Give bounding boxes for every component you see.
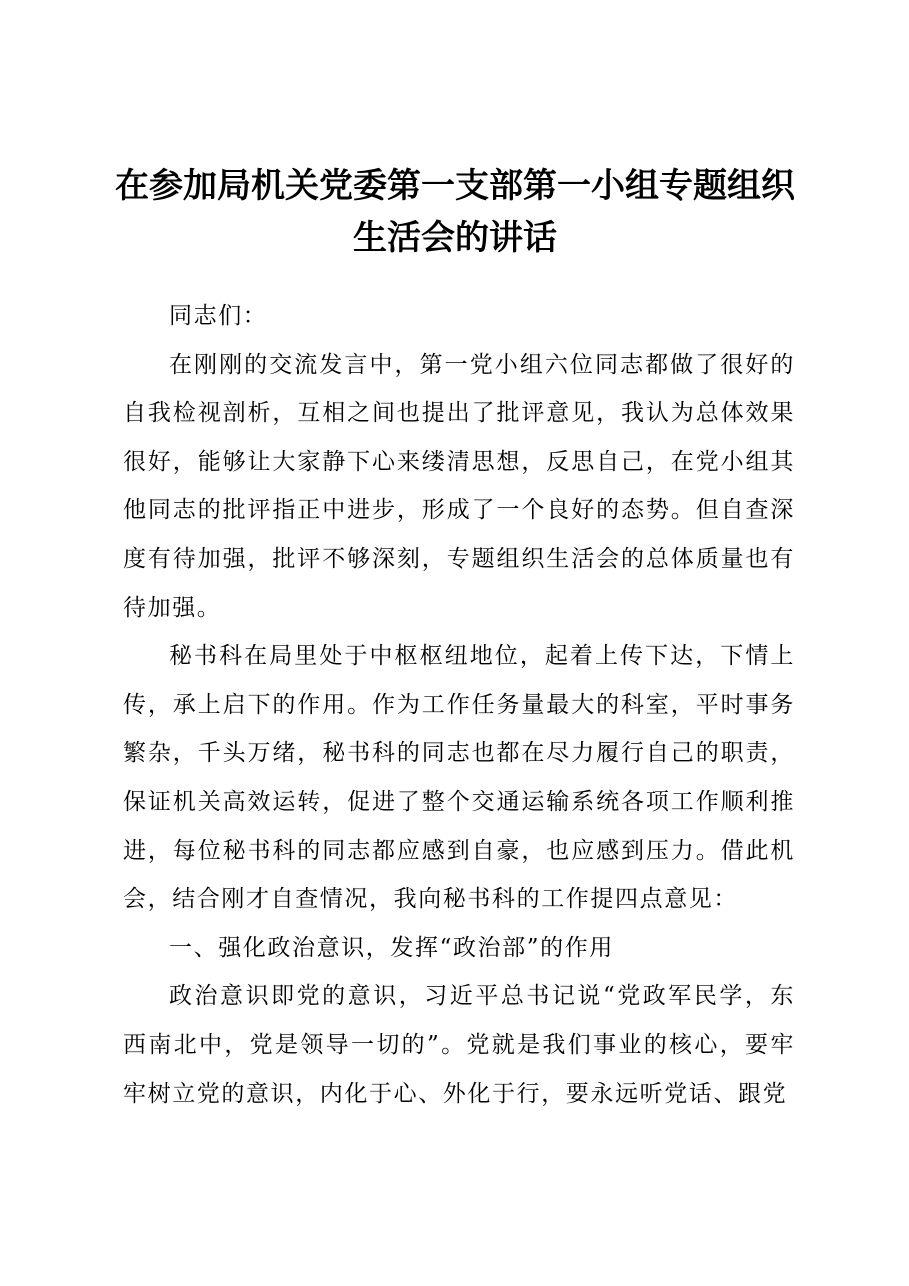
body-paragraph: 在刚刚的交流发言中，第一党小组六位同志都做了很好的自我检视剖析，互相之间也提出了批评意见，我认为总体效果很好，能够让大家静下心来缕清思想，反思自己，在党小组其他同志的批评指正中进步，形成了一个良好的态势。但自查深度有待加强，批评不够深刻，专题组织生活会的总体质量也有待加强。 [123, 351, 795, 621]
salutation: 同志们： [169, 303, 268, 329]
body-paragraph: 政治意识即党的意识，习近平总书记说“党政军民学，东西南北中，党是领导一切的”。党就是我们事业的核心，要牢牢树立党的意识，内化于心、外化于行，要永远听党话、跟党 [123, 983, 795, 1107]
document-body [123, 292, 795, 1118]
body-paragraph: 秘书科在局里处于中枢枢纽地位，起着上传下达，下情上传，承上启下的作用。作为工作任务量最大的科室，平时事务繁杂，千头万绪，秘书科的同志也都在尽力履行自己的职责，保证机关高效运转，促进了整个交通运输系统各项工作顺利推进，每位秘书科的同志都应感到自豪，也应感到压力。借此机会，结合刚才自查情况，我向秘书科的工作提四点意见： [123, 643, 795, 913]
document-title-line-1: 在参加局机关党委第一支部第一小组专题组织 [115, 166, 795, 206]
document-title-line-2: 生活会的讲话 [353, 218, 557, 258]
section-heading: 一、强化政治意识，发挥“政治部”的作用 [169, 934, 614, 961]
